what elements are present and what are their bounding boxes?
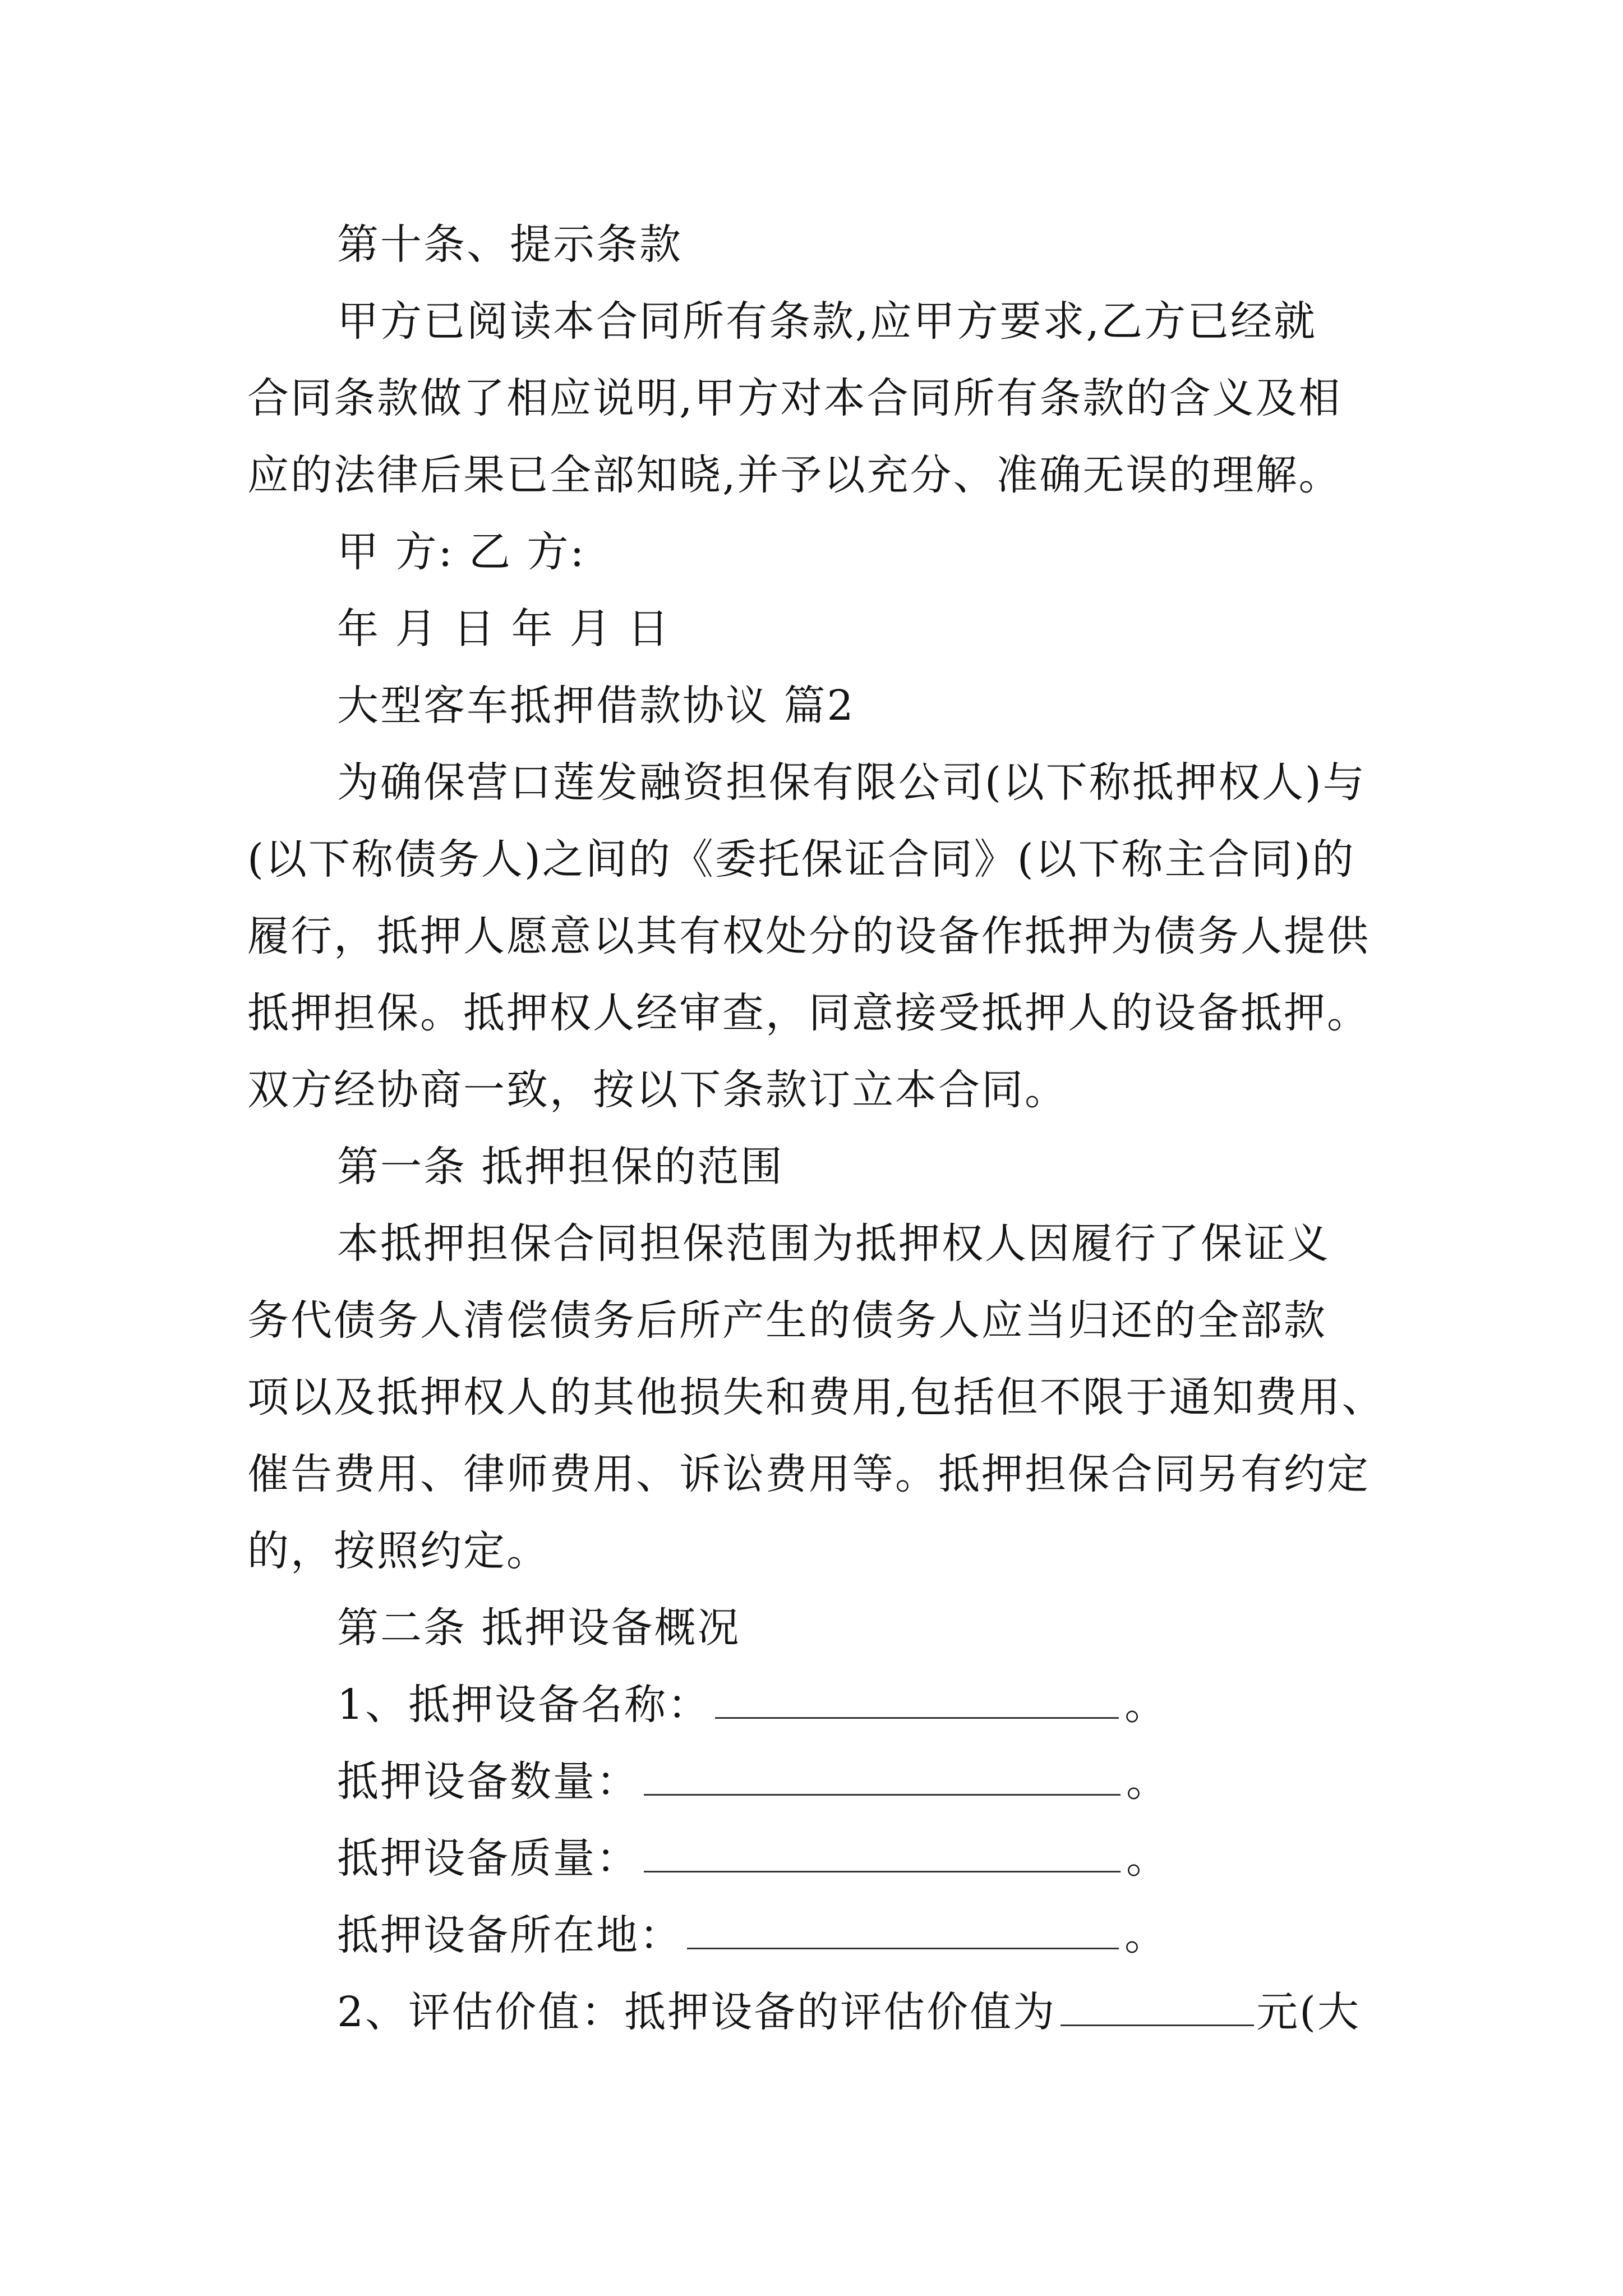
appraised-value-blank	[1061, 1994, 1254, 2026]
paragraph-line: 项以及抵押权人的其他损失和费用,包括但不限于通知费用、	[247, 1373, 1385, 1421]
equipment-quality-row	[247, 1820, 1377, 1897]
paragraph-line: (以下称债务人)之间的《委托保证合同》(以下称主合同)的	[247, 835, 1355, 884]
end-mark: 。	[1124, 1911, 1168, 1959]
equipment-name-label: 1、抵押设备名称：	[337, 1681, 711, 1729]
paragraph-line: 履行，抵押人愿意以其有权处分的设备作抵押为债务人提供	[247, 912, 1370, 960]
paragraph-line: 为确保营口莲发融资担保有限公司(以下称抵押权人)与	[337, 758, 1366, 807]
equipment-location-label: 抵押设备所在地：	[337, 1911, 683, 1959]
article-10-heading: 第十条、提示条款	[337, 220, 683, 269]
equipment-quantity-blank	[644, 1764, 1121, 1796]
equipment-location-row	[247, 1897, 1377, 1974]
paragraph-line: 抵押担保。抵押权人经审查，同意接受抵押人的设备抵押。	[247, 989, 1370, 1037]
equipment-quantity-label: 抵押设备数量：	[337, 1757, 639, 1806]
paragraph-line: 催告费用、律师费用、诉讼费用等。抵押担保合同另有约定	[247, 1450, 1370, 1498]
equipment-quality-label: 抵押设备质量：	[337, 1834, 639, 1883]
paragraph-line: 甲方已阅读本合同所有条款,应甲方要求,乙方已经就	[337, 297, 1317, 346]
paragraph-line: 应的法律后果已全部知晓,并予以充分、准确无误的理解。	[247, 451, 1342, 499]
section-title: 大型客车抵押借款协议 篇2	[337, 682, 855, 730]
signature-parties: 甲 方: 乙 方:	[337, 528, 586, 576]
paragraph-line: 合同条款做了相应说明,甲方对本合同所有条款的含义及相	[247, 374, 1342, 422]
appraised-value-suffix: 元(大	[1256, 1988, 1361, 2036]
paragraph-line: 本抵押担保合同担保范围为抵押权人因履行了保证义	[337, 1220, 1330, 1268]
appraised-value-label: 2、评估价值：抵押设备的评估价值为	[337, 1988, 1057, 2036]
paragraph-line: 双方经协商一致，按以下条款订立本合同。	[247, 1066, 1068, 1114]
appraised-value-row	[247, 1974, 1377, 2051]
signature-dates: 年 月 日 年 月 日	[337, 605, 671, 653]
end-mark: 。	[1124, 1681, 1168, 1729]
document-body	[247, 206, 1385, 2051]
paragraph-line: 的，按照约定。	[247, 1527, 550, 1575]
equipment-name-row	[247, 1667, 1377, 1743]
article-2-heading: 第二条 抵押设备概况	[337, 1604, 741, 1652]
equipment-location-blank	[687, 1917, 1119, 1949]
end-mark: 。	[1126, 1834, 1169, 1883]
equipment-name-blank	[715, 1687, 1119, 1719]
end-mark: 。	[1126, 1757, 1169, 1806]
article-1-heading: 第一条 抵押担保的范围	[337, 1143, 784, 1191]
equipment-quantity-row	[247, 1743, 1377, 1820]
equipment-quality-blank	[644, 1841, 1121, 1872]
paragraph-line: 务代债务人清偿债务后所产生的债务人应当归还的全部款	[247, 1296, 1327, 1345]
